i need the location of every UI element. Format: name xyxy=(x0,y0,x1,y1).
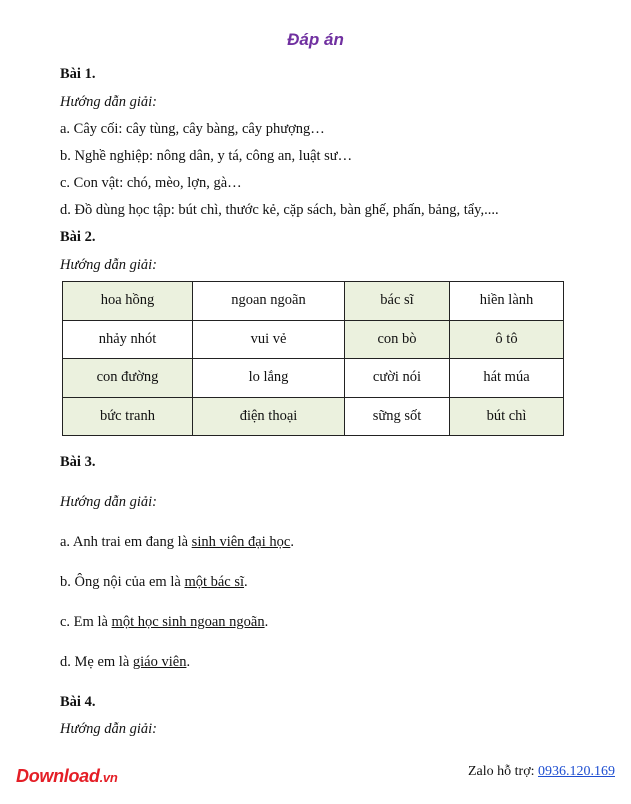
underlined-answer: giáo viên xyxy=(132,654,187,670)
item-text: a. Anh trai em đang là xyxy=(60,534,192,550)
bai3-item-a xyxy=(60,534,294,551)
bai1-heading: Bài 1. xyxy=(60,66,96,82)
underlined-answer: một bác sĩ xyxy=(184,574,245,590)
bai1-line-d: d. Đồ dùng học tập: bút chì, thước kẻ, cặp sách, bàn ghế, phấn, bảng, tẩy,.... xyxy=(60,202,499,218)
table-cell: hiền lành xyxy=(450,282,564,321)
table-cell: bức tranh xyxy=(63,397,193,436)
table-cell: hát múa xyxy=(450,359,564,398)
bai3-guide: Hướng dẫn giải: xyxy=(60,494,158,510)
bai1-line-b: b. Nghề nghiệp: nông dân, y tá, công an, luật sư… xyxy=(60,148,353,164)
zalo-label: Zalo hỗ trợ: xyxy=(468,764,538,779)
bai1-line-c: c. Con vật: chó, mèo, lợn, gà… xyxy=(60,175,242,191)
table-cell: vui vẻ xyxy=(193,320,345,359)
word-table xyxy=(62,281,564,436)
page-title: Đáp án xyxy=(287,30,344,49)
bai4-heading: Bài 4. xyxy=(60,694,96,710)
table-cell: hoa hồng xyxy=(63,282,193,321)
bai2-guide: Hướng dẫn giải: xyxy=(60,257,158,273)
table-row xyxy=(63,397,564,436)
item-suffix: . xyxy=(290,534,294,550)
bai3-item-c xyxy=(60,614,268,631)
item-text: c. Em là xyxy=(60,614,112,630)
logo-main: Download xyxy=(16,766,100,786)
bai3-item-b xyxy=(60,574,248,591)
zalo-phone-link[interactable]: 0936.120.169 xyxy=(538,764,615,779)
bai3-item-d xyxy=(60,654,190,671)
table-cell: sững sốt xyxy=(345,397,450,436)
table-cell: lo lắng xyxy=(193,359,345,398)
bai4-guide: Hướng dẫn giải: xyxy=(60,721,158,737)
table-cell: bút chì xyxy=(450,397,564,436)
item-text: d. Mẹ em là xyxy=(60,654,133,670)
table-row xyxy=(63,320,564,359)
item-suffix: . xyxy=(264,614,269,630)
logo-suffix: .vn xyxy=(99,770,118,785)
table-cell: ô tô xyxy=(450,320,564,359)
download-logo[interactable] xyxy=(16,766,117,787)
item-suffix: . xyxy=(186,654,191,670)
bai2-heading: Bài 2. xyxy=(60,229,96,245)
underlined-answer: sinh viên đại học xyxy=(191,534,291,550)
table-row xyxy=(63,282,564,321)
bai1-line-a: a. Cây cối: cây tùng, cây bàng, cây phượng… xyxy=(60,121,325,137)
underlined-answer: một học sinh ngoan ngoãn xyxy=(111,614,265,630)
item-suffix: . xyxy=(244,574,248,590)
table-cell: nhảy nhót xyxy=(63,320,193,359)
table-cell: cười nói xyxy=(345,359,450,398)
table-cell: điện thoại xyxy=(193,397,345,436)
item-text: b. Ông nội của em là xyxy=(60,574,185,590)
table-row xyxy=(63,359,564,398)
bai1-guide: Hướng dẫn giải: xyxy=(60,94,158,110)
table-cell: con bò xyxy=(345,320,450,359)
table-cell: con đường xyxy=(63,359,193,398)
zalo-support xyxy=(468,764,615,780)
table-cell: ngoan ngoãn xyxy=(193,282,345,321)
bai3-heading: Bài 3. xyxy=(60,454,96,470)
table-cell: bác sĩ xyxy=(345,282,450,321)
